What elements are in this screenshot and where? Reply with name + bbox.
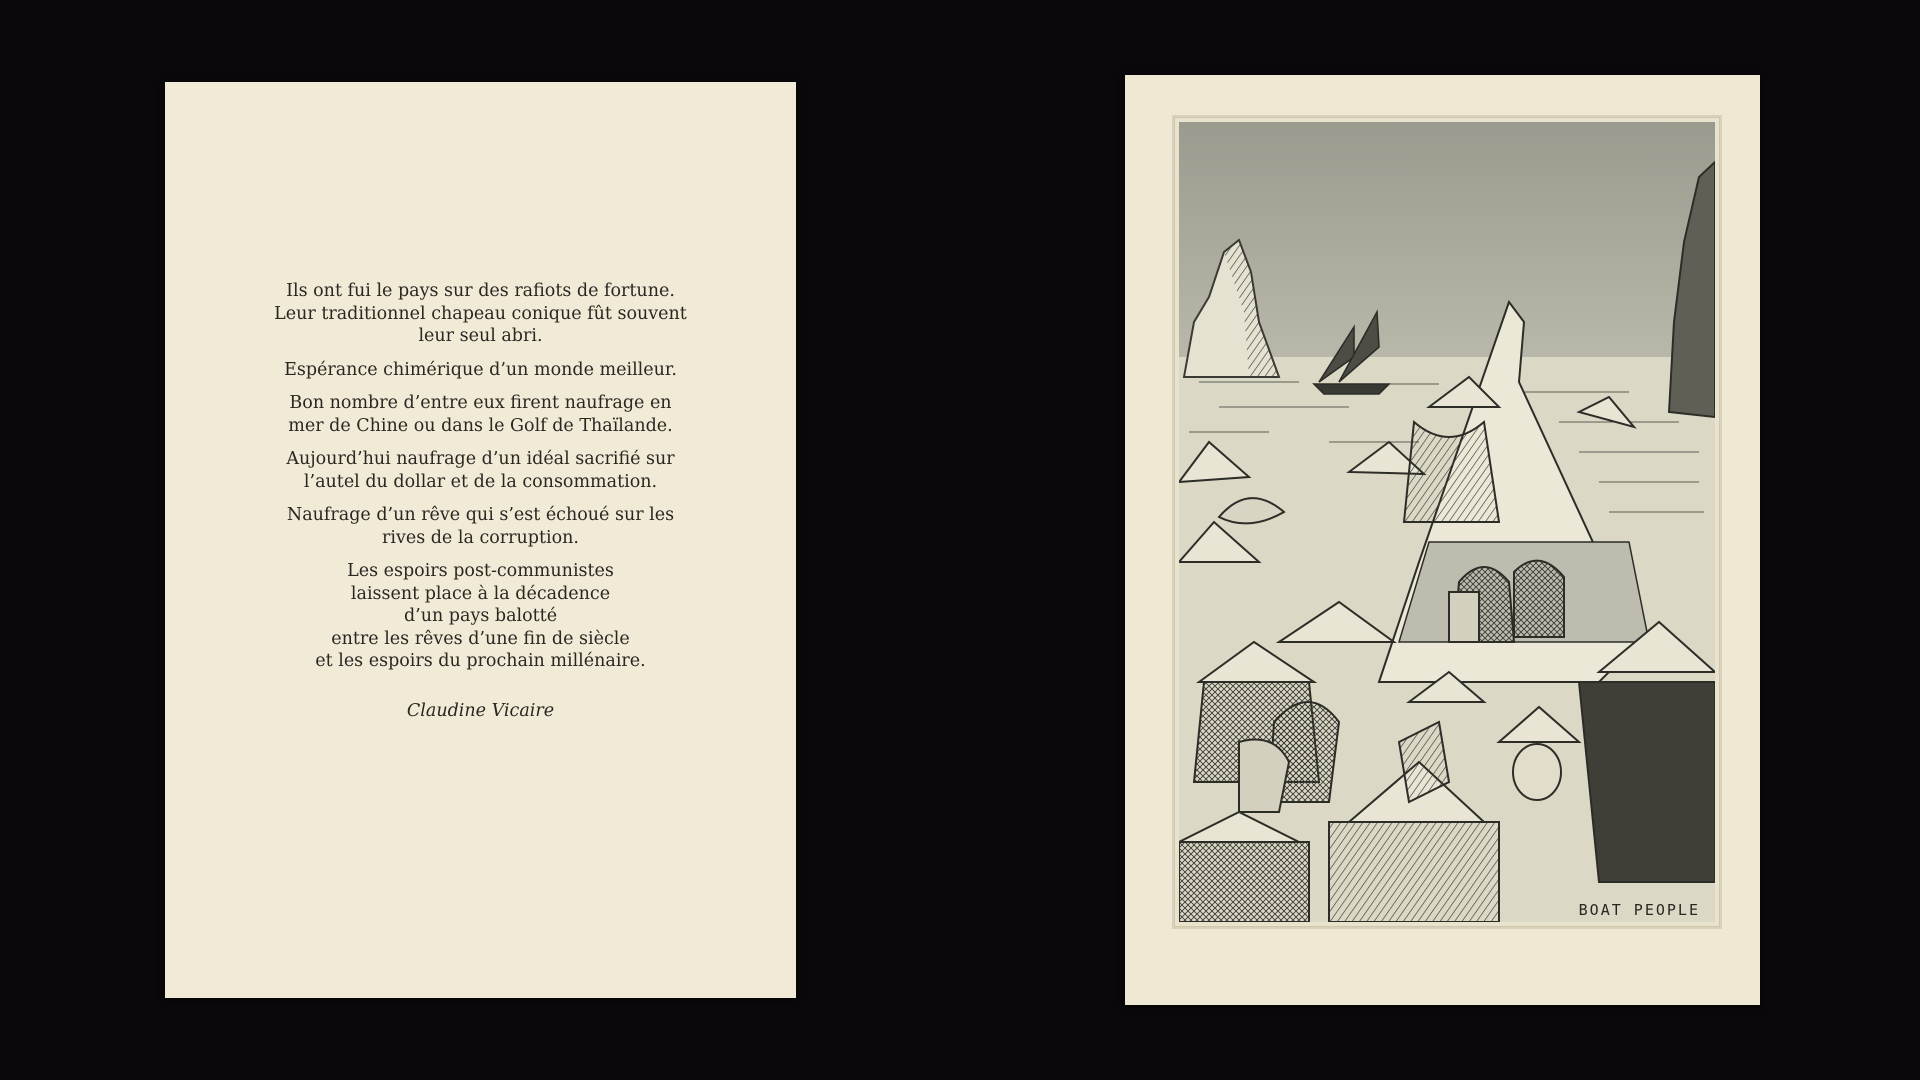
poem-line: rives de la corruption. xyxy=(381,527,579,548)
poem-line: Leur traditionnel chapeau conique fût souvent xyxy=(274,303,687,324)
etching-card xyxy=(1125,75,1760,1005)
stanza-1 xyxy=(165,280,796,348)
poem-line: Naufrage d’un rêve qui s’est échoué sur les xyxy=(286,505,675,525)
etching-inscription: BOAT PEOPLE xyxy=(1578,901,1700,919)
etching-illustration xyxy=(1179,122,1715,922)
stanza-4 xyxy=(165,448,796,493)
poem-line: laissent place à la décadence xyxy=(350,583,611,604)
stanza-6 xyxy=(165,560,796,673)
stanza-2 xyxy=(165,359,796,382)
author-signature: Claudine Vicaire xyxy=(406,700,555,721)
poem-line: Les espoirs post-communistes xyxy=(347,561,614,581)
poem-line: entre les rêves d’une fin de siècle xyxy=(331,628,630,649)
poem-line: leur seul abri. xyxy=(418,326,543,346)
poem-line: Espérance chimérique d’un monde meilleur. xyxy=(284,359,677,380)
poem-line: et les espoirs du prochain millénaire. xyxy=(315,651,646,671)
poem-line: Bon nombre d’entre eux firent naufrage en xyxy=(289,393,672,413)
poem-line: mer de Chine ou dans le Golf de Thaïlande. xyxy=(288,415,673,436)
etching-plate xyxy=(1172,115,1722,929)
poem-card xyxy=(165,82,796,998)
stanza-3 xyxy=(165,392,796,437)
stanza-5 xyxy=(165,504,796,549)
poem-line: l’autel du dollar et de la consommation. xyxy=(303,471,658,492)
poem-line: d’un pays balotté xyxy=(403,606,558,626)
poem-line: Aujourd’hui naufrage d’un idéal sacrifié sur xyxy=(286,449,675,469)
poem-text xyxy=(165,280,796,722)
poem-line: Ils ont fui le pays sur des rafiots de fortune. xyxy=(286,281,675,301)
